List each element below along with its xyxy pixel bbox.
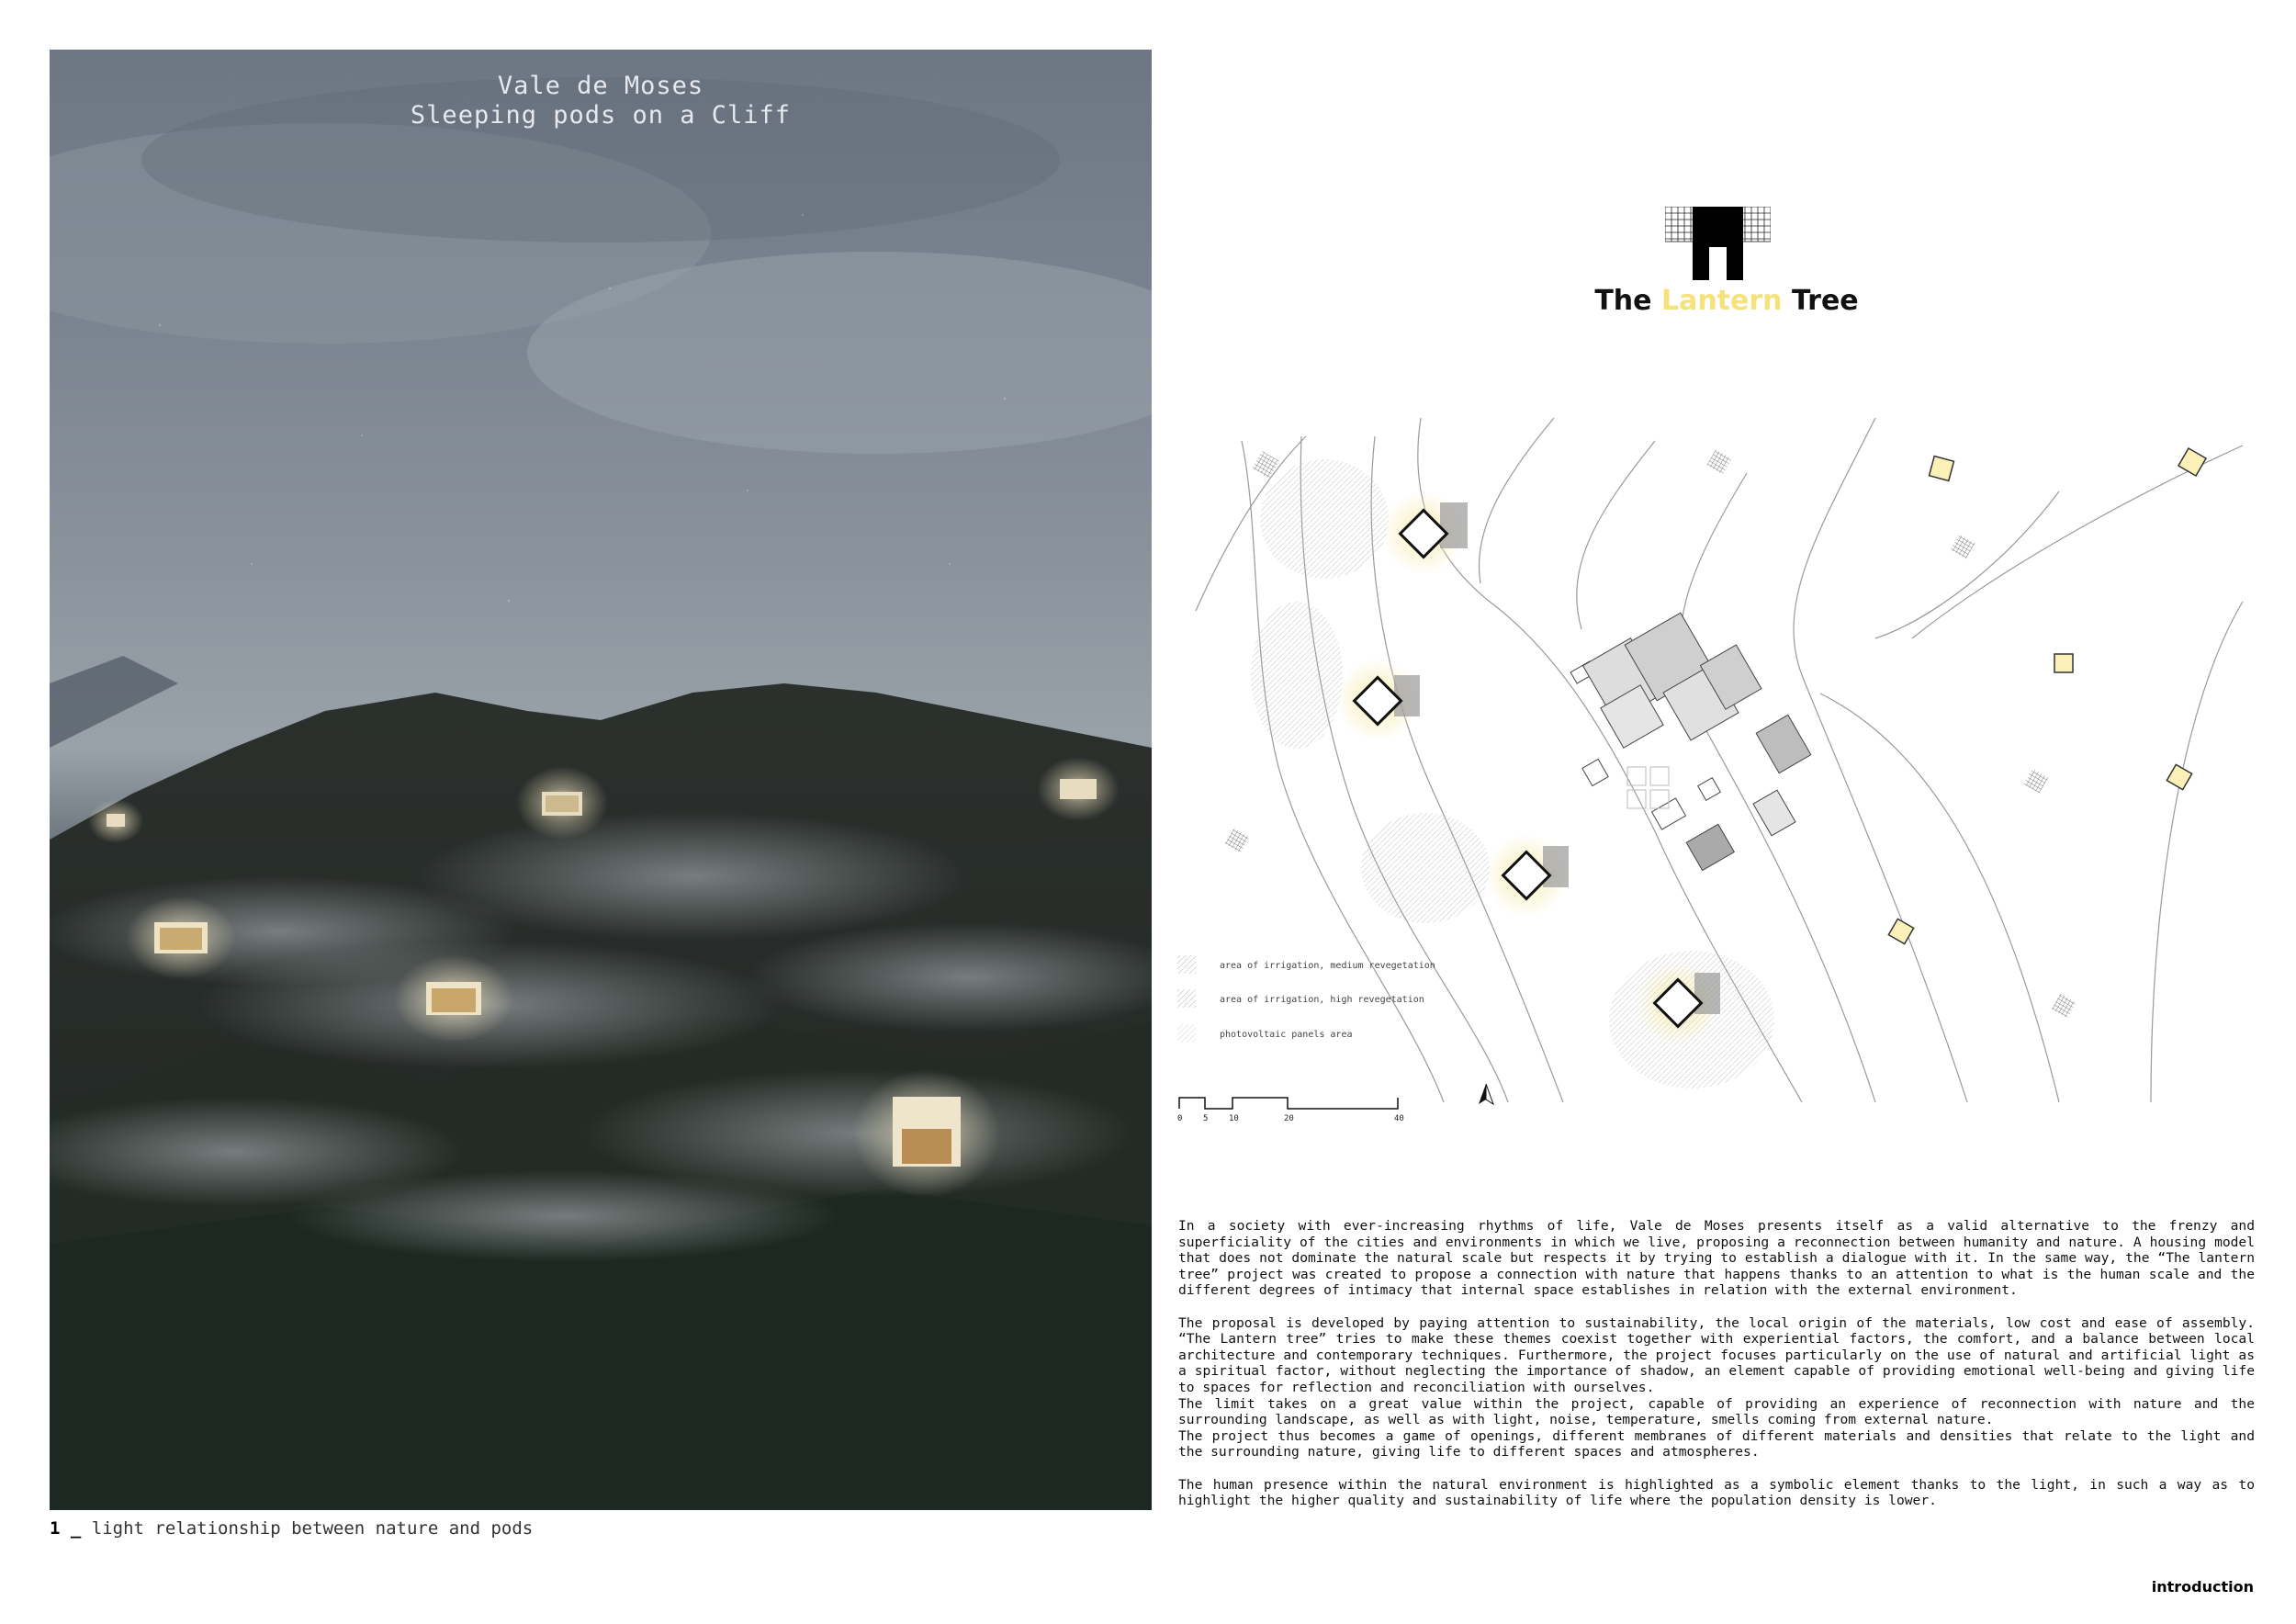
scale-bar <box>1177 1098 1404 1123</box>
scale-label-5: 5 <box>1203 1114 1209 1123</box>
scale-label-20: 20 <box>1284 1114 1294 1123</box>
paragraph-4: The project thus becomes a game of openings, different membranes of different materials and densities that relate to the light and the surrounding nature, giving life to different spaces and atmospheres. <box>1178 1427 2255 1460</box>
scale-label-40: 40 <box>1394 1114 1404 1123</box>
brand-word-lantern: Lantern <box>1660 285 1783 317</box>
site-plan <box>1177 418 2261 1144</box>
brand-word-the: The <box>1594 285 1652 317</box>
lantern-tree-logo <box>1665 207 1771 280</box>
paragraph-5: The human presence within the natural environment is highlighted as a symbolic element thanks to the light, in such a way as to highlight the higher quality and sustainability of life where the population density is lower. <box>1178 1476 2255 1509</box>
legend-item-1: area of irrigation, medium revegetation <box>1220 961 1435 971</box>
pod-6 <box>853 1069 1000 1198</box>
introduction-text <box>1178 1218 2255 1525</box>
figure-caption <box>50 1518 533 1539</box>
plan-pod-2 <box>1336 659 1420 741</box>
plan-legend <box>1177 955 1435 1043</box>
scale-label-10: 10 <box>1229 1114 1239 1123</box>
render-title-line-1: Vale de Moses <box>497 72 704 100</box>
plan-pod-3 <box>1485 834 1569 917</box>
section-label: introduction <box>2151 1578 2254 1596</box>
pod-4 <box>126 897 236 979</box>
brand-word-tree: Tree <box>1791 285 1859 317</box>
plan-pod-1 <box>1382 491 1468 574</box>
pod-5 <box>394 954 513 1043</box>
night-render-image <box>50 50 1152 1510</box>
paragraph-3: The limit takes on a great value within the project, capable of providing an experience of reconnection with nature and the surrounding landscape, as well as with light, noise, temperature, smells coming from external nature. <box>1178 1395 2255 1428</box>
caption-text: light relationship between nature and pods <box>91 1518 534 1539</box>
legend-item-3: photovoltaic panels area <box>1220 1030 1353 1040</box>
pod-1 <box>88 799 143 843</box>
brand-title <box>1469 285 1984 317</box>
caption-number: 1 _ <box>50 1518 82 1539</box>
pod-2 <box>516 766 608 840</box>
legend-item-2: area of irrigation, high revegetation <box>1220 995 1424 1005</box>
pod-3 <box>1037 757 1120 821</box>
landscape-illustration <box>50 50 1152 1510</box>
paragraph-1: In a society with ever-increasing rhythms of life, Vale de Moses presents itself as a valid alternative to the frenzy and superficiality of the cities and environments in which we live, proposing a reconnection between humanity and nature. A housing model that does not dominate the natural scale but respects it by trying to establish a dialogue with it. In the same way, the “The lantern tree” project was created to propose a connection with nature that happens thanks to an attention to what is the human scale and the different degrees of intimacy that internal space establishes in relation with the external environment. <box>1178 1218 2255 1299</box>
scale-label-0: 0 <box>1177 1114 1183 1123</box>
north-arrow-icon <box>1479 1084 1486 1104</box>
paragraph-2: The proposal is developed by paying attention to sustainability, the local origin of the materials, low cost and ease of assembly. “The Lantern tree” tries to make these themes coexist together with experiential factors, the comfort, and a balance between local architecture and contemporary techniques. Furthermore, the project focuses particularly on the use of natural and artificial light as a spiritual factor, without neglecting the importance of shadow, an element capable of providing emotional well-being and giving life to spaces for reflection and reconciliation with ourselves. <box>1178 1314 2255 1395</box>
render-title-line-2: Sleeping pods on a Cliff <box>410 101 792 130</box>
